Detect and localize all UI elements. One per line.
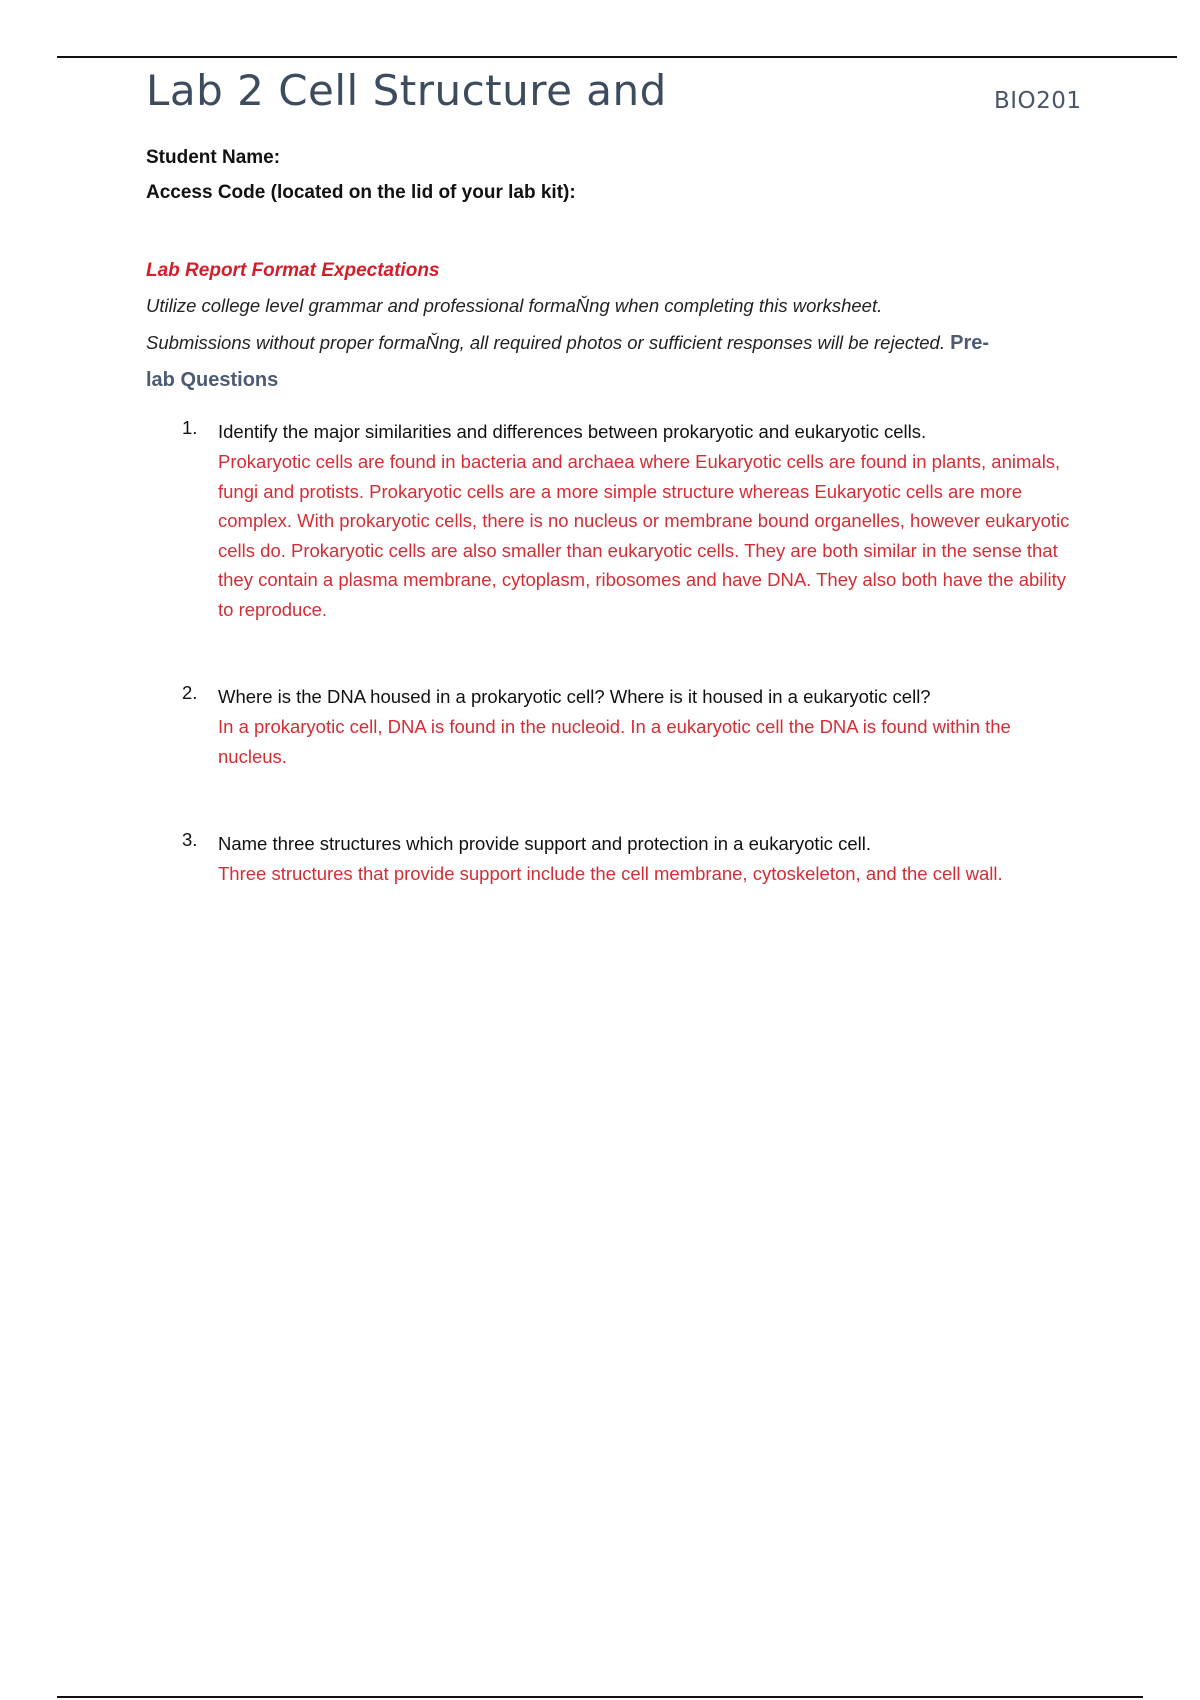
question-number: 3. [182,829,198,850]
question-block [146,829,1076,889]
question-number: 1. [182,417,198,438]
bottom-rule [57,1696,1143,1698]
question-block [146,682,1076,771]
question-number: 2. [182,682,198,703]
question-text: Identify the major similarities and differences between prokaryotic and eukaryotic cells. [218,421,927,442]
page-title: Lab 2 Cell Structure and [146,66,667,115]
student-name-label: Student Name: [146,147,281,168]
course-code: BIO201 [994,88,1082,114]
prelab-heading-part1: Pre- [950,332,990,354]
format-instruction-2 [146,332,989,355]
question-text: Where is the DNA housed in a prokaryotic cell? Where is it housed in a eukaryotic cell? [218,686,931,707]
format-heading: Lab Report Format Expectations [146,260,440,281]
access-code-label: Access Code (located on the lid of your lab kit): [146,182,576,203]
question-block [146,417,1076,624]
top-rule [57,56,1177,58]
question-text: Name three structures which provide support and protection in a eukaryotic cell. [218,833,871,854]
prelab-heading-part2: lab Questions [146,369,279,391]
format-instruction-1: Utilize college level grammar and professional formaŇng when completing this worksheet. [146,295,883,316]
answer-text: Three structures that provide support include the cell membrane, cytoskeleton, and the cell wall. [218,863,1003,884]
answer-text: In a prokaryotic cell, DNA is found in the nucleoid. In a eukaryotic cell the DNA is found within the nucleus. [218,716,1011,767]
answer-text: Prokaryotic cells are found in bacteria and archaea where Eukaryotic cells are found in plants, animals, fungi and protists. Prokaryotic cells are a more simple structure whereas Eukaryotic cells are more complex. With prokaryotic cells, there is no nucleus or membrane bound organelles, however eukaryotic cells do. Prokaryotic cells are also smaller than eukaryotic cells. They are both similar in the sense that they contain a plasma membrane, cytoplasm, ribosomes and have DNA. They also both have the ability to reproduce. [218,451,1070,620]
format-instruction-2-text: Submissions without proper formaŇng, all required photos or sufficient responses will be rejected. [146,332,945,353]
